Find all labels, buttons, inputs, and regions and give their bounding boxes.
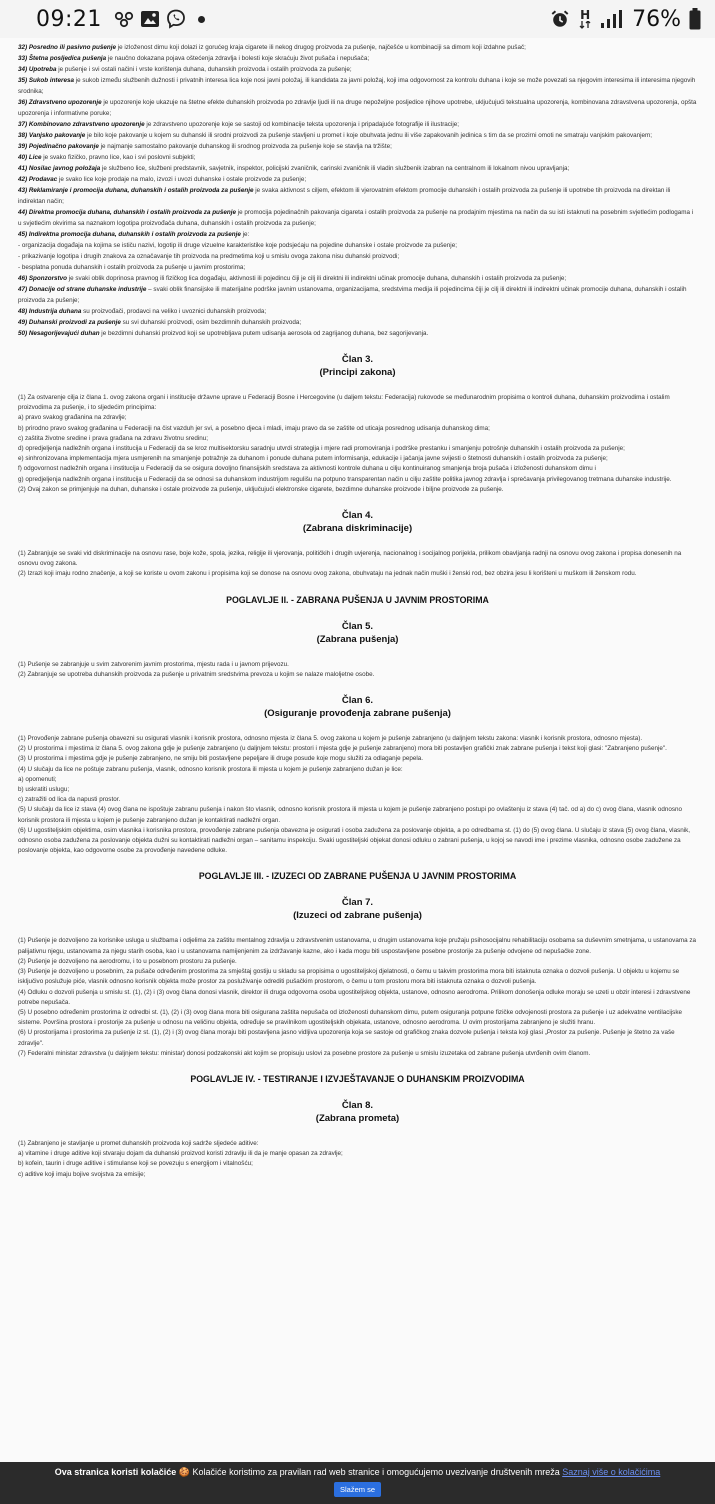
definition-term: 42) Prodavac (18, 176, 58, 183)
article-heading (18, 1099, 697, 1125)
article-paragraph: (3) Pušenje je dozvoljeno u posebnim, za pušače određenim prostorima za smještaj gostiju u skladu sa propisima o ugostiteljskoj djelatnosti, o čemu u takvim prostorima mora biti istaknuta oznaka o dozvoli pušenja. U objektu u kojemu se isključivo poslužuje piće, vlasnik odnosno korisnik objekta može prostor za posluživanje odrediti pušačkim prostorom, o čemu u tom prostoru mora biti istaknuta oznaka o dozvoli pušenja. (18, 968, 680, 986)
article-paragraph: (6) U ugostiteljskim objektima, osim vlasnika i korisnika prostora, provođenje zabrane pušenja obavezna je osigurati i osoba zadužena za poslovanje objekta, a po odredbama st. (1) do (5) ovog člana. U slučaju iz stava (5) ovog člana, vlasnik, odnosno osoba zadužena za poslovanje objekta dužni su kontaktirati nadležni organ – sanitarnu inspekciju. Svaki ugostiteljski objekat donosi odluku o zabrani pušenja, u kojoj se navodi ime i prezime vlasnika, odnosno osobe zadužene za poslovanje objekta, kao odgovorne osobe za provođenje navedene odluke. (18, 826, 691, 855)
definition-text: je upozorenje koje ukazuje na štetne efekte duhanskih proizvoda po zdravlje ljudi ili na druge nepoželjne posljedice njihove upotrebe, uključujući tekstualna upozorenja, kombinovana zdravstvena upozorenja, opšta upozorenja i informativne poruke; (18, 99, 697, 117)
article-body (18, 549, 697, 580)
definition-text: su svi duhanski proizvodi, osim bezdimnih duhanskih proizvoda; (120, 319, 302, 326)
definition-item (18, 75, 697, 97)
article-subtitle: (Zabrana diskriminacije) (302, 523, 413, 535)
definition-term: 39) Pojedinačno pakovanje (18, 143, 99, 150)
definition-item (18, 119, 697, 130)
article-heading (18, 620, 697, 646)
article-paragraph: (7) Federalni ministar zdravstva (u daljnjem tekstu: ministar) donosi podzakonski akt kojim se propisuju uslovi za posebne prostore za pušenje u smislu izuzetaka od zabrane pušenja utvrđenih ovim članom. (18, 1049, 591, 1057)
status-system-icons (550, 7, 701, 32)
cookie-banner-message: Kolačiće koristimo za pravilan rad web stranice i omogućujemo uvezivanje društvenih mreža (190, 1467, 563, 1477)
definition-text: je najmanje samostalno pakovanje duhanskog ili srodnog proizvoda za pušenje koje se stavlja na tržište; (98, 143, 392, 150)
article-paragraph: a) pravo svakog građanina na zdravlje; (18, 414, 127, 422)
chapter-heading: POGLAVLJE III. - IZUZECI OD ZABRANE PUŠENJA U JAVNIM PROSTORIMA (198, 871, 517, 882)
cookie-banner (0, 1462, 715, 1504)
law-sections (18, 353, 697, 1180)
cookie-banner-title: Ova stranica koristi kolačiće (54, 1467, 177, 1477)
article-number: Član 5. (341, 620, 374, 632)
definition-item (18, 163, 697, 174)
definition-item (18, 229, 697, 240)
definition-term: 35) Sukob interesa (18, 77, 74, 84)
definition-text: je službeno lice, službeni predstavnik, savjetnik, inspektor, policijski zvaničnik, carinski zvaničnik ili vladin službenik izabran na centralnom ili lokalnom nivou upravljanja; (100, 165, 570, 172)
article-paragraph: (2) Zabranjuje se upotreba duhanskih proizvoda za pušenje u privatnim sredstvima prevoza u kojim se nalaze maloljetne osobe. (18, 670, 375, 678)
article-paragraph: a) opomenuti; (18, 775, 57, 783)
definition-term: 50) Nesagorijevajući duhan (18, 330, 100, 337)
article-number: Član 6. (341, 695, 374, 707)
article-paragraph: b) uskratiti uslugu; (18, 786, 70, 794)
article-body (18, 393, 697, 495)
definition-term: 40) Lice (18, 154, 42, 161)
viber-icon (166, 9, 186, 29)
definition-text: su proizvođači, prodavci na veliko i uvoznici duhanskih proizvoda; (81, 308, 267, 315)
definition-text: je svaka aktivnost s ciljem, efektom ili vjerovatnim efektom promocije duhanskih i ostalih proizvoda za pušenje ili upotrebe tih proizvoda na direktan ili indirektan način; (18, 187, 671, 205)
definition-term: 47) Donacije od strane duhanske industrije (18, 286, 147, 293)
definition-item (18, 130, 697, 141)
article-paragraph: e) sinhronizovana implementacija mjera usmjerenih na smanjenje potražnje za duhanom i ponude duhana putem informisanja, edukacije i jačanja javne svijesti o štetnosti duhanskih i ostalih proizvoda za pušenje; (18, 455, 608, 463)
battery-percentage: 76% (632, 6, 681, 32)
definition-term: 45) Indirektna promocija duhana, duhanskih i ostalih proizvoda za pušenje (18, 231, 241, 238)
signal-icon (600, 9, 624, 29)
status-time: 09:21 (36, 6, 102, 32)
article-paragraph: c) aditive koji imaju bojive svojstva za emisije; (18, 1170, 146, 1178)
definition-term: 37) Kombinovano zdravstveno upozorenje (18, 121, 145, 128)
definition-item (18, 207, 697, 229)
article-paragraph: (6) U prostorijama i prostorima za pušenje iz st. (1), (2) i (3) ovog člana moraju biti postavljena jasno vidljiva upozorenja koja se sastoje od grafičkog znaka dozvole pušenja i teksta koji glasi „Prostor za pušenje. Pušenje je štetno za vaše zdravlje". (18, 1029, 675, 1047)
definition-text: je promocija pojedinačnih pakovanja cigareta i ostalih proizvoda za pušenje na prodajnim mjestima na način da su isti istaknuti na posebnim svjetlećim podlogama i u svjetlećim okvirima sa naznakom logotipa proizvođača duhana, duhanskih i ostalih proizvoda za pušenje; (18, 209, 694, 227)
definition-term: 38) Vanjsko pakovanje (18, 132, 86, 139)
article-heading (18, 896, 697, 922)
alarm-icon (550, 9, 570, 29)
article-heading (18, 694, 697, 720)
cookie-accept-button[interactable]: Slažem se (334, 1482, 381, 1497)
definition-item (18, 64, 697, 75)
cookie-learn-more-link[interactable]: Saznaj više o kolačićima (562, 1467, 661, 1477)
article-paragraph: (2) Pušenje je dozvoljeno na aerodromu, i to u posebnom prostoru za pušenje. (18, 957, 237, 965)
article-paragraph: (5) U posebno određenim prostorima iz odredbi st. (1), (2) i (3) ovog člana mora biti osigurana zaštita nepušača od izloženosti duhanskom dimu, putem osiguranja potpune fizičke odvojenosti prostora za pušenje i uz adekvatne ventilacijske sisteme. Površina prostora i prostorije za pušenje u odnosu na veličinu objekta, određuje se pravilnikom ugostiteljskih objekata, ustanove, odnosno aerodroma. U ovim prostorijama zabranjeno je služiti hranu. (18, 1008, 682, 1027)
definition-term: 48) Industrija duhana (18, 308, 82, 315)
definition-term: 49) Duhanski proizvodi za pušenje (18, 319, 121, 326)
article-paragraph: (1) Pušenje je dozvoljeno za korisnike usluga u službama i odjelima za zaštitu mentalnog zdravlja u zdravstvenim ustanovama, u drugim ustanovama koje pružaju psihosocijalnu rehabilitaciju osobama sa duševnim smetnjama, u ustanovama za palijativnu njegu, ustanovama za njegu starih osoba, kao i u ustanovama namijenjenim za izdržavanje kazne, ako i kada mogu biti uspostavljene posebne prostorije za pušenje odvojene od nepušačke zone. (18, 937, 696, 955)
article-subtitle: (Principi zakona) (319, 367, 396, 378)
article-paragraph: (4) Odluku o dozvoli pušenja u smislu st. (1), (2) i (3) ovog člana donosi vlasnik, direktor ili druga odgovorna osoba ugostiteljskog objekta, ustanove, odnosno aerodroma. Prilikom donošenja odluke moraju se uzeti u obzir interesi i zdravstvene potrebe nepušača. (18, 988, 691, 1006)
definition-item (18, 152, 697, 163)
article-heading (18, 353, 697, 379)
gallery-icon (114, 9, 134, 29)
article-subtitle: (Zabrana pušenja) (316, 633, 399, 645)
article-paragraph: (1) Zabranjuje se svaki vid diskriminacije na osnovu rase, boje kože, spola, jezika, religije ili vjerovanja, političkih i drugih uvjerenja, nacionalnog i socijalnog porijekla, prilikom obavljanja radnji na osnovu ovog zakona i propisa donesenih na osnovu ovog zakona. (18, 550, 682, 568)
definition-term: 43) Reklamiranje i promocija duhana, duhanskih i ostalih proizvoda za pušenje (18, 187, 254, 194)
article-heading (18, 509, 697, 535)
status-notification-icons (114, 9, 205, 29)
image-icon (140, 9, 160, 29)
definition-item (18, 53, 697, 64)
article-paragraph: (1) Za ostvarenje cilja iz člana 1. ovog zakona organi i institucije državne uprave u Federaciji Bosne i Hercegovine (u daljem tekstu: Federacija) rukovode se međunarodnim propisima o kontroli duhana, duhanskim proizvodima i ostalim proizvodima za pušenje, i to sljedećim principima: (18, 394, 670, 412)
definition-item (18, 141, 697, 152)
article-subtitle: (Zabrana prometa) (315, 1112, 400, 1124)
definition-term: 34) Upotreba (18, 66, 57, 73)
definition-text: - organizacija događaja na kojima se ističu nazivi, logotip ili druge vizuelne karakteristike koje podsjećaju na pojedine duhanske i ostale proizvode za pušenje; (18, 242, 457, 249)
article-paragraph: (1) Provođenje zabrane pušenja obavezni su osigurati vlasnik i korisnik prostora, odnosno mjesta iz člana 5. ovog zakona u kojem je pušenje zabranjeno (u daljnjem tekstu zakona: vlasnik i korisnik prostora, odnosno mjesta). (18, 735, 643, 743)
battery-icon (689, 9, 701, 29)
definition-text: - besplatna ponuda duhanskih i ostalih proizvoda za pušenje u javnim prostorima; (18, 264, 246, 271)
definition-text: je svaki oblik doprinosa pravnog ili fizičkog lica događaju, aktivnosti ili pojedincu čiji je cilj ili direktni ili indirektni učinak promocije duhana, duhanskih i ostalih proizvoda za pušenje; (66, 275, 567, 282)
definition-item (18, 262, 697, 273)
definition-text: - prikazivanje logotipa i drugih znakova za označavanje tih proizvoda na predmetima koji u smislu ovoga zakona nisu duhanski proizvodi; (18, 253, 400, 260)
definition-term: 41) Nosilac javnog položaja (18, 165, 101, 172)
article-paragraph: (2) Izrazi koji imaju rodno značenje, a koji se koriste u ovom zakonu i propisima koji se donose na osnovu ovog zakona, obuhvataju na jednak način muški i ženski rod, bez obzira jesu li korišteni u muškom ili ženskom rodu. (18, 570, 637, 578)
article-paragraph: (1) Zabranjeno je stavljanje u promet duhanskih proizvoda koji sadrže sljedeće aditive: (18, 1139, 259, 1147)
definition-text: je: (240, 231, 250, 238)
article-paragraph: g) opredjeljenja nadležnih organa i institucija u Federaciji da se odnosi sa duhanskom industrijom regulišu na potpuno transparentan način u cilju zaštite politika javnog zdravlja i sprečavanja privilegovanog tretmana duhanske industrije. (18, 475, 672, 483)
article-paragraph: a) vitamine i druge aditive koji stvaraju dojam da duhanski proizvod koristi zdravlju ili da je manje opasan za zdravlje; (18, 1150, 343, 1158)
definition-item (18, 273, 697, 284)
article-paragraph: f) odgovornost nadležnih organa i institucija u Federaciji da se osigura dovoljno finansijskih sredstava za aktivnosti kontrole duhana u cilju kontinuiranog smanjenja broja pušača i izloženosti duhanskom dimu i (18, 465, 596, 473)
article-number: Član 3. (341, 354, 374, 365)
definition-item (18, 97, 697, 119)
definitions-list (18, 42, 697, 339)
article-body (18, 660, 697, 680)
definition-text: je svako fizičko, pravno lice, kao i svi poslovni subjekti; (41, 154, 196, 161)
definition-text: je bilo koje pakovanje u kojem su duhanski ili srodni proizvodi za pušenje stavljeni u promet i koje obuhvata jednu ili više zapakovanih jedinica s tim da se prozirni omoti ne smatraju vanjskim pakovanjem; (85, 132, 652, 139)
article-paragraph: d) opredjeljenja nadležnih organa i institucija u Federaciji da se kroz multisektorsku saradnju utvrdi strategija i mjere radi promoviranja i podrške prestanku i smanjenju potrošnje duhanskih i ostalih proizvoda za pušenje; (18, 445, 625, 453)
article-paragraph: (2) U prostorima i mjestima iz člana 5. ovog zakona gdje je pušenje zabranjeno (u daljnjem tekstu: prostori i mjesta gdje je pušenje zabranjeno) mora biti postavljen grafički znak zabrane pušenja i tekst koji glasi: "Zabranjeno pušenje". (18, 745, 667, 753)
article-subtitle: (Izuzeci od zabrane pušenja) (293, 910, 422, 922)
article-body (18, 734, 697, 856)
article-number: Član 8. (341, 1099, 374, 1111)
article-paragraph: (4) U slučaju da lice ne poštuje zabranu pušenja, vlasnik, odnosno korisnik prostora ili mjesta u kojem je pušenje zabranjeno dužan je lice: (18, 765, 403, 773)
definition-text: je bezdimni duhanski proizvod koji se upotrebljava putem udisanja aerosola od zagrijanog duhana, bez sagorijevanja. (99, 330, 429, 337)
article-paragraph: b) prirodno pravo svakog građanina u Federaciji na čist vazduh jer svi, a posebno djeca i mladi, imaju pravo da se zaštite od uticaja posrednog udisanja duhanskog dima; (18, 424, 490, 432)
article-paragraph: (3) U prostorima i mjestima gdje je pušenje zabranjeno, ne smiju biti postavljene pepeljare ili druge posude koje mogu služiti za odlaganje pepela. (18, 755, 423, 763)
definition-text: je pušenje i svi ostali načini i vrste korištenja duhana, duhanskih proizvoda i ostalih proizvoda za pušenje; (56, 66, 352, 73)
definition-term: 33) Štetna posljedica pušenja (18, 55, 107, 62)
cookie-banner-text (0, 1462, 715, 1478)
definition-term: 46) Sponzorstvo (18, 275, 67, 282)
article-number: Član 7. (341, 897, 374, 909)
definition-term: 36) Zdravstveno upozorenje (18, 99, 102, 106)
article-body (18, 1139, 697, 1180)
article-subtitle: (Osiguranje provođenja zabrane pušenja) (264, 708, 451, 720)
definition-item (18, 317, 697, 328)
definition-text: je zdravstveno upozorenje koje se sastoji od kombinacije teksta upozorenja i pripadajuće fotografije ili ilustracije; (144, 121, 459, 128)
article-paragraph: (1) Pušenje se zabranjuje u svim zatvorenim javnim prostorima, mjestu rada i u javnom prijevozu. (18, 660, 289, 668)
article-paragraph: (5) U slučaju da lice iz stava (4) ovog člana ne ispoštuje zabranu pušenja i nakon što vlasnik, odnosno korisnik prostora ili mjesta u kojem je pušenje zabranjeno postupi po ovlaštenju iz stava (4) tač. od a) do c) ovog člana, vlasnik odnosno korisnik prostora ili mjesta u kojem je pušenje zabranjeno dužan je kontaktirati nadležni organ. (18, 806, 682, 824)
data-h-icon (578, 9, 592, 29)
definition-text: je sukob između službenih dužnosti i privatnih interesa lica koje nosi javni položaj, ili kandidata za javni položaj, koji ima odgovornost za kontrolu duhana i koje se može povezati sa njegovim interesima ili interesima njegovih srodnika; (18, 77, 696, 95)
definition-text: je svako lice koje prodaje na malo, izvozi i uvozi duhanske i ostale proizvode za pušenje; (57, 176, 307, 183)
data-h-label: H (580, 7, 591, 22)
definition-item (18, 42, 697, 53)
chapter-heading: POGLAVLJE II. - ZABRANA PUŠENJA U JAVNIM PROSTORIMA (226, 594, 489, 605)
definition-item (18, 251, 697, 262)
article-paragraph: b) kofein, taurin i druge aditive i stimulanse koji se povezuju s energijom i vitalnošću; (18, 1160, 253, 1168)
definition-item (18, 306, 697, 317)
definition-item (18, 185, 697, 207)
article-number: Član 4. (341, 510, 374, 522)
definition-item (18, 174, 697, 185)
definition-text: je izloženost dimu koji dolazi iz gorućeg kraja cigarete ili nekog drugog proizvoda za pušenje, najčešće u kombinaciji sa dimom koji izdahne pušač; (115, 44, 526, 51)
definition-term: 44) Direktna promocija duhana, duhanskih i ostalih proizvoda za pušenje (18, 209, 236, 216)
definition-term: 32) Posredno ili pasivno pušenje (18, 44, 116, 51)
chapter-heading: POGLAVLJE IV. - TESTIRANJE I IZVJEŠTAVANJE O DUHANSKIM PROIZVODIMA (190, 1073, 525, 1084)
definition-item (18, 284, 697, 306)
article-paragraph: (2) Ovaj zakon se primjenjuje na duhan, duhanske i ostale proizvode za pušenje, uključujući elektronske cigarete, bezdimne duhanske proizvode i biljne proizvode za pušenje. (18, 485, 504, 493)
definition-text: je naučno dokazana pojava oštećenja zdravlja i bolesti koje skraćuju život pušača i nepušača; (106, 55, 370, 62)
status-bar (0, 0, 715, 38)
law-document-content[interactable] (0, 38, 715, 1462)
article-paragraph: c) zatražiti od lica da napusti prostor. (18, 796, 121, 804)
definition-item (18, 328, 697, 339)
definition-text: – svaki oblik finansijske ili materijalne podrške javnim ustanovama, organizacijama, sredstvima medija ili pojedincima čiji je cilj ili direktni ili indirektni učinak promocije duhana, duhanskih i ostalih proizvoda za pušenje; (18, 286, 687, 304)
cookie-emoji-icon: 🍪 (178, 1467, 191, 1477)
notification-dot (198, 16, 205, 23)
article-body (18, 936, 697, 1058)
article-paragraph: c) zaštita životne sredine i prava građana na zdravu životnu sredinu; (18, 434, 209, 442)
definition-item (18, 240, 697, 251)
